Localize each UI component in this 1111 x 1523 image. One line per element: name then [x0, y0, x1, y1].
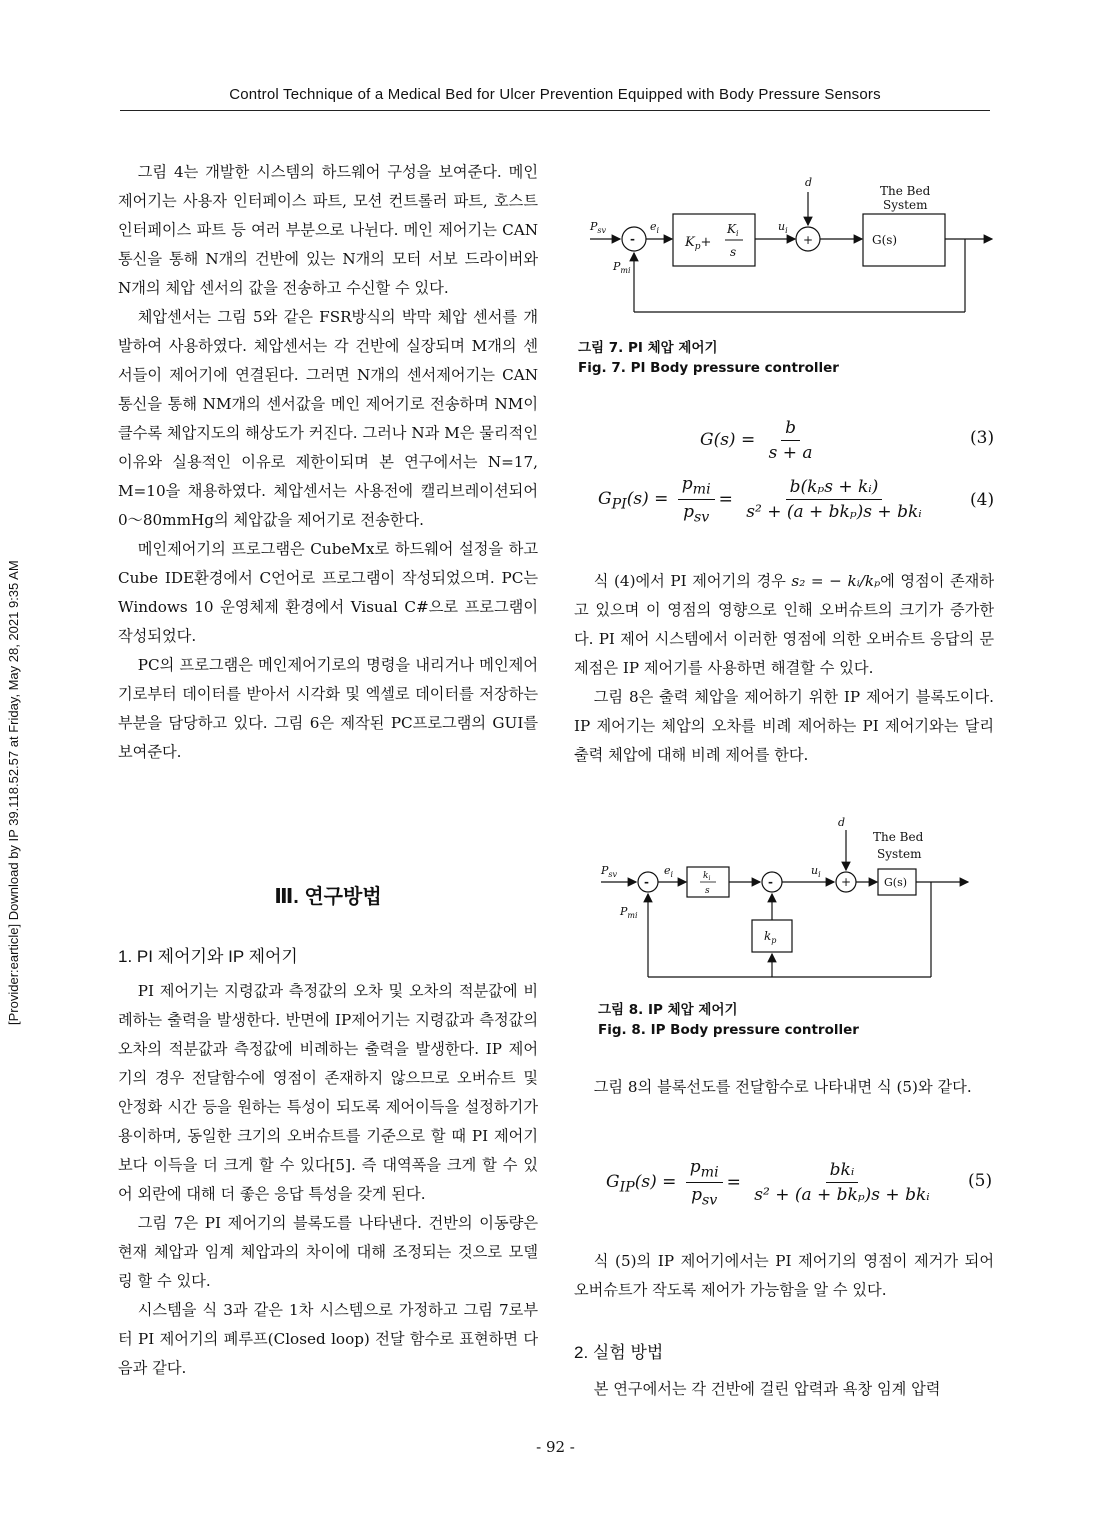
eq3-numerator: b [781, 418, 800, 441]
fig8-summing2-minus: - [768, 875, 773, 889]
equation-5-number: (5) [968, 1171, 993, 1191]
figure-8-caption-en: Fig. 8. IP Body pressure controller [598, 1022, 859, 1038]
eq3-lhs: G(s) = [700, 430, 756, 450]
eq4-ratio: $\frac{p_{mi}}{p_{sv}}$ [678, 474, 715, 526]
eq5-fraction [750, 1160, 933, 1205]
eq3-fraction [765, 418, 817, 463]
fig7-summing-plus: + [803, 233, 814, 247]
fig7-pmi-label: $P_{mi}$ [613, 260, 631, 275]
fig8-plant-title-2: System [877, 847, 922, 861]
fig7-controller-s: s [730, 245, 737, 259]
equation-3 [700, 418, 821, 463]
download-watermark: [Provider:earticle] Download by IP 39.118.52.57 at Friday, May 28, 2021 9:35 AM [6, 560, 21, 1025]
fig8-disturbance-label: d [838, 816, 846, 829]
paragraph-closed-loop: 시스템을 식 3과 같은 1차 시스템으로 가정하고 그림 7로부터 PI 제어기의 폐루프(Closed loop) 전달 함수로 표현하면 다음과 같다. [118, 1301, 538, 1377]
fig8-psv-label: $P_{sv}$ [601, 864, 618, 879]
equation-4 [598, 474, 930, 526]
right-column-middle [574, 1073, 994, 1102]
equation-4-number: (4) [970, 490, 995, 510]
eq5-numerator: bkᵢ [826, 1160, 859, 1183]
fig8-integrator-num: $k_i$ [703, 871, 711, 882]
right-column-lower [574, 1247, 994, 1305]
section-heading: Ⅲ. 연구방법 [274, 886, 382, 908]
eq4-fraction [742, 477, 925, 522]
equation-5 [606, 1157, 938, 1209]
figure-8-caption [598, 1000, 859, 1040]
figure-7-caption-ko: 그림 7. PI 체압 제어기 [578, 340, 718, 356]
page-number: - 92 - [536, 1438, 575, 1456]
figure-7-block-diagram [580, 172, 1000, 322]
eq5-lhs: $G_{IP}(s)$ = [606, 1172, 677, 1196]
paragraph-zero-effect: 식 (4)에서 PI 제어기의 경우 s₂ = − kᵢ/kₚ에 영점이 존재하고 있으며 이 영점의 영향으로 인해 오버슈트의 크기가 증가한다. PI 제어 시스템에서 이러한 영점에 의한 오버슈트 응답의 문제점은 IP 제어기를 사용하면 해결할 수 있다. [574, 572, 994, 677]
fig8-plant-title-1: The Bed [873, 830, 924, 844]
paragraph-fig7-intro: 그림 7은 PI 제어기의 블록도를 나타낸다. 건반의 이동량은 현재 체압과 임계 체압과의 차이에 대해 조정되는 것으로 모델링 할 수 있다. [118, 1214, 538, 1290]
fig8-integrator-den: s [705, 886, 710, 896]
eq5-equals: = [726, 1172, 741, 1193]
fig8-summing1-minus: - [644, 875, 649, 889]
figure-7-caption [578, 338, 839, 378]
eq5-denominator: s² + (a + bkₚ)s + bkᵢ [754, 1185, 930, 1206]
right-column-upper [574, 567, 994, 770]
fig8-pmi-label: $P_{mi}$ [620, 905, 638, 920]
fig7-ei-label: $e_i$ [650, 220, 660, 235]
subsection-heading-experiment: 2. 실험 방법 [574, 1343, 664, 1362]
eq4-equals: = [718, 489, 733, 510]
eq4-lhs: $G_{PI}(s)$ = [598, 489, 669, 513]
paragraph-hardware: 그림 4는 개발한 시스템의 하드웨어 구성을 보여준다. 메인 제어기는 사용자 인터페이스 파트, 모션 컨트롤러 파트, 호스트 인터페이스 파트 등 여러 부분으로 나뉜다. 메인 제어기는 CAN통신을 통해 N개의 건반에 있는 N개의 모터 서보 드라이버와 N개의 체압 센서의 값을 전송하고 수신할 수 있다. [118, 163, 538, 297]
left-column-lower [118, 977, 538, 1383]
fig7-controller-kp: $K_p+$ [685, 235, 712, 252]
fig7-plant-title-1: The Bed [880, 184, 931, 198]
equation-3-number: (3) [970, 428, 995, 448]
figure-8-caption-ko: 그림 8. IP 체압 제어기 [598, 1002, 738, 1018]
eq5-ratio: $\frac{p_{mi}}{p_{sv}}$ [686, 1157, 723, 1209]
eq4-numerator: b(kₚs + kᵢ) [786, 477, 883, 500]
left-column [118, 158, 538, 767]
fig7-summing-minus: - [630, 232, 635, 246]
paragraph-pc-program: PC의 프로그램은 메인제어기로의 명령을 내리거나 메인제어기로부터 데이터를 받아서 시각화 및 엑셀로 데이터를 저장하는 부분을 담당하고 있다. 그림 6은 제작된 PC프로그램의 GUI를 보여준다. [118, 656, 538, 761]
paragraph-eq5-intro: 그림 8의 블록선도를 전달함수로 나타내면 식 (5)와 같다. [593, 1078, 972, 1096]
paragraph-experiment: 본 연구에서는 각 건반에 걸린 압력과 욕창 임계 압력 [593, 1380, 941, 1398]
header-rule [120, 110, 990, 111]
fig8-kp-label: $k_p$ [764, 929, 777, 945]
inline-math-zero: s₂ = − kᵢ/kₚ [791, 572, 881, 590]
paragraph-firmware: 메인제어기의 프로그램은 CubeMx로 하드웨어 설정을 하고 Cube IDE환경에서 C언어로 프로그램이 작성되었으며. PC는 Windows 10 운영체제 환경에서 Visual C#으로 프로그램이 작성되었다. [118, 540, 538, 645]
fig7-ui-label: $u_i$ [778, 220, 788, 235]
fig8-ui-label: $u_i$ [811, 864, 821, 879]
fig8-ei-label: $e_i$ [664, 864, 674, 879]
fig8-plant-label: G(s) [884, 876, 908, 889]
eq4-denominator: s² + (a + bkₚ)s + bkᵢ [746, 502, 922, 523]
fig7-psv-label: $P_{sv}$ [590, 220, 607, 235]
fig7-disturbance-label: d [805, 176, 813, 189]
figure-8-block-diagram [596, 812, 976, 984]
fig7-plant-title-2: System [883, 198, 928, 212]
paragraph-sensor: 체압센서는 그림 5와 같은 FSR방식의 박막 체압 센서를 개발하여 사용하였다. 체압센서는 각 건반에 실장되며 M개의 센서들이 제어기에 연결된다. 그러면 N개의 센서제어기는 CAN통신을 통해 NM개의 센서값을 메인 제어기로 전송하며 NM이 클수록 체압지도의 해상도가 커진다. 그러나 N과 M은 물리적인 이유와 실용적인 이유로 제한이되며 본 연구에서는 N=17, M=10을 채용하였다. 체압센서는 사용전에 캘리브레이션되어 0～80mmHg의 체압값을 제어기로 전송한다. [118, 308, 538, 529]
running-header: Control Technique of a Medical Bed for Ulcer Prevention Equipped with Body Pressure Sensors [229, 86, 881, 103]
subsection-heading-controllers: 1. PI 제어기와 IP 제어기 [118, 947, 298, 966]
paragraph-pi-ip: PI 제어기는 지령값과 측정값의 오차 및 오차의 적분값에 비례하는 출력을 발생한다. 반면에 IP제어기는 지령값과 측정값의 오차의 적분값과 측정값에 비례하는 출력을 발생한다. IP 제어기의 경우 전달함수에 영점이 존재하지 않으므로 오버슈트 및 안정화 시간 등을 원하는 특성이 되도록 제어이득을 설정하기가 용이하며, 동일한 크기의 오버슈트를 기준으로 할 때 PI 제어기보다 이득을 더 크게 할 수 있다[5]. 즉 대역폭을 크게 할 수 있어 외란에 대해 더 좋은 응답 특성을 갖게 된다. [118, 982, 538, 1203]
paragraph-ip-result: 식 (5)의 IP 제어기에서는 PI 제어기의 영점이 제거가 되어 오버슈트가 작도록 제어가 가능함을 알 수 있다. [574, 1252, 994, 1299]
fig7-controller-ki: $K_i$ [727, 222, 739, 238]
fig7-plant-label: G(s) [872, 233, 898, 247]
figure-7-caption-en: Fig. 7. PI Body pressure controller [578, 360, 839, 376]
right-column-bottom [574, 1375, 994, 1404]
fig8-summing3-plus: + [841, 875, 852, 889]
eq3-denominator: s + a [768, 443, 813, 463]
paragraph-ip-block: 그림 8은 출력 체압을 제어하기 위한 IP 제어기 블록도이다. IP 제어기는 체압의 오차를 비례 제어하는 PI 제어기와는 달리 출력 체압에 대해 비례 제어를 한다. [574, 688, 994, 764]
